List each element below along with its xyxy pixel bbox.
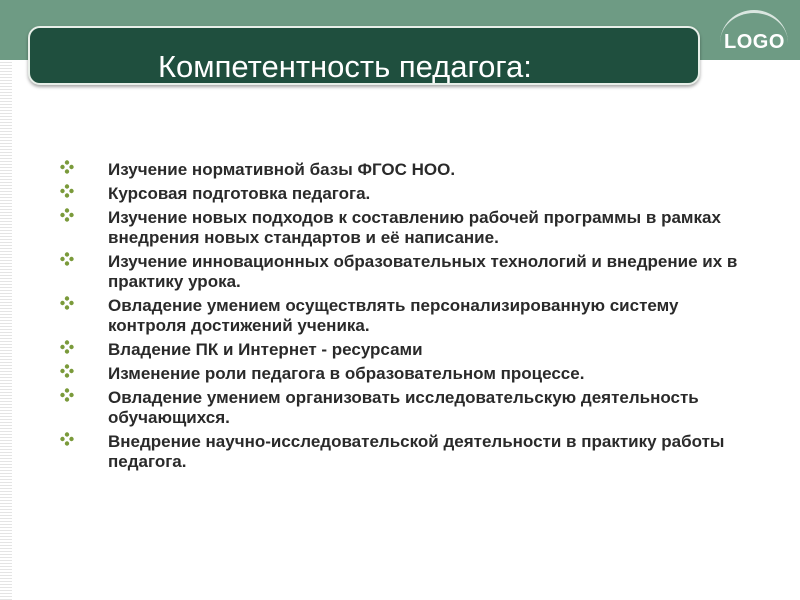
list-item-text: Овладение умением организовать исследовательскую деятельность обучающихся. (108, 388, 699, 427)
diamond-dots-icon (60, 296, 74, 310)
diamond-dots-icon (60, 432, 74, 446)
left-stripe-decoration (0, 0, 12, 600)
diamond-dots-icon (60, 208, 74, 222)
list-item (60, 184, 740, 204)
list-item (60, 364, 740, 384)
list-item (60, 432, 740, 472)
logo-text: LOGO (724, 31, 785, 53)
diamond-dots-icon (60, 340, 74, 354)
list-item-text: Изучение новых подходов к составлению рабочей программы в рамках внедрения новых стандартов и её написание. (108, 208, 721, 247)
diamond-dots-icon (60, 160, 74, 174)
list-item (60, 296, 740, 336)
list-item-text: Изучение нормативной базы ФГОС НОО. (108, 160, 456, 179)
list-item (60, 208, 740, 248)
list-item-text: Овладение умением осуществлять персонализированную систему контроля достижений ученика. (108, 296, 679, 335)
diamond-dots-icon (60, 252, 74, 266)
logo (716, 6, 796, 68)
list-item (60, 252, 740, 292)
list-item-text: Изучение инновационных образовательных технологий и внедрение их в практику урока. (108, 252, 738, 291)
list-item (60, 340, 740, 360)
list-item (60, 160, 740, 180)
list-item-text: Изменение роли педагога в образовательном процессе. (108, 364, 585, 383)
slide-title: Компетентность педагога: (158, 49, 532, 84)
list-item-text: Курсовая подготовка педагога. (108, 184, 371, 203)
list-item-text: Внедрение научно-исследовательской деятельности в практику работы педагога. (108, 432, 725, 471)
diamond-dots-icon (60, 184, 74, 198)
bullet-list (60, 160, 740, 476)
list-item (60, 388, 740, 428)
diamond-dots-icon (60, 364, 74, 378)
list-item-text: Владение ПК и Интернет - ресурсами (108, 340, 423, 359)
diamond-dots-icon (60, 388, 74, 402)
